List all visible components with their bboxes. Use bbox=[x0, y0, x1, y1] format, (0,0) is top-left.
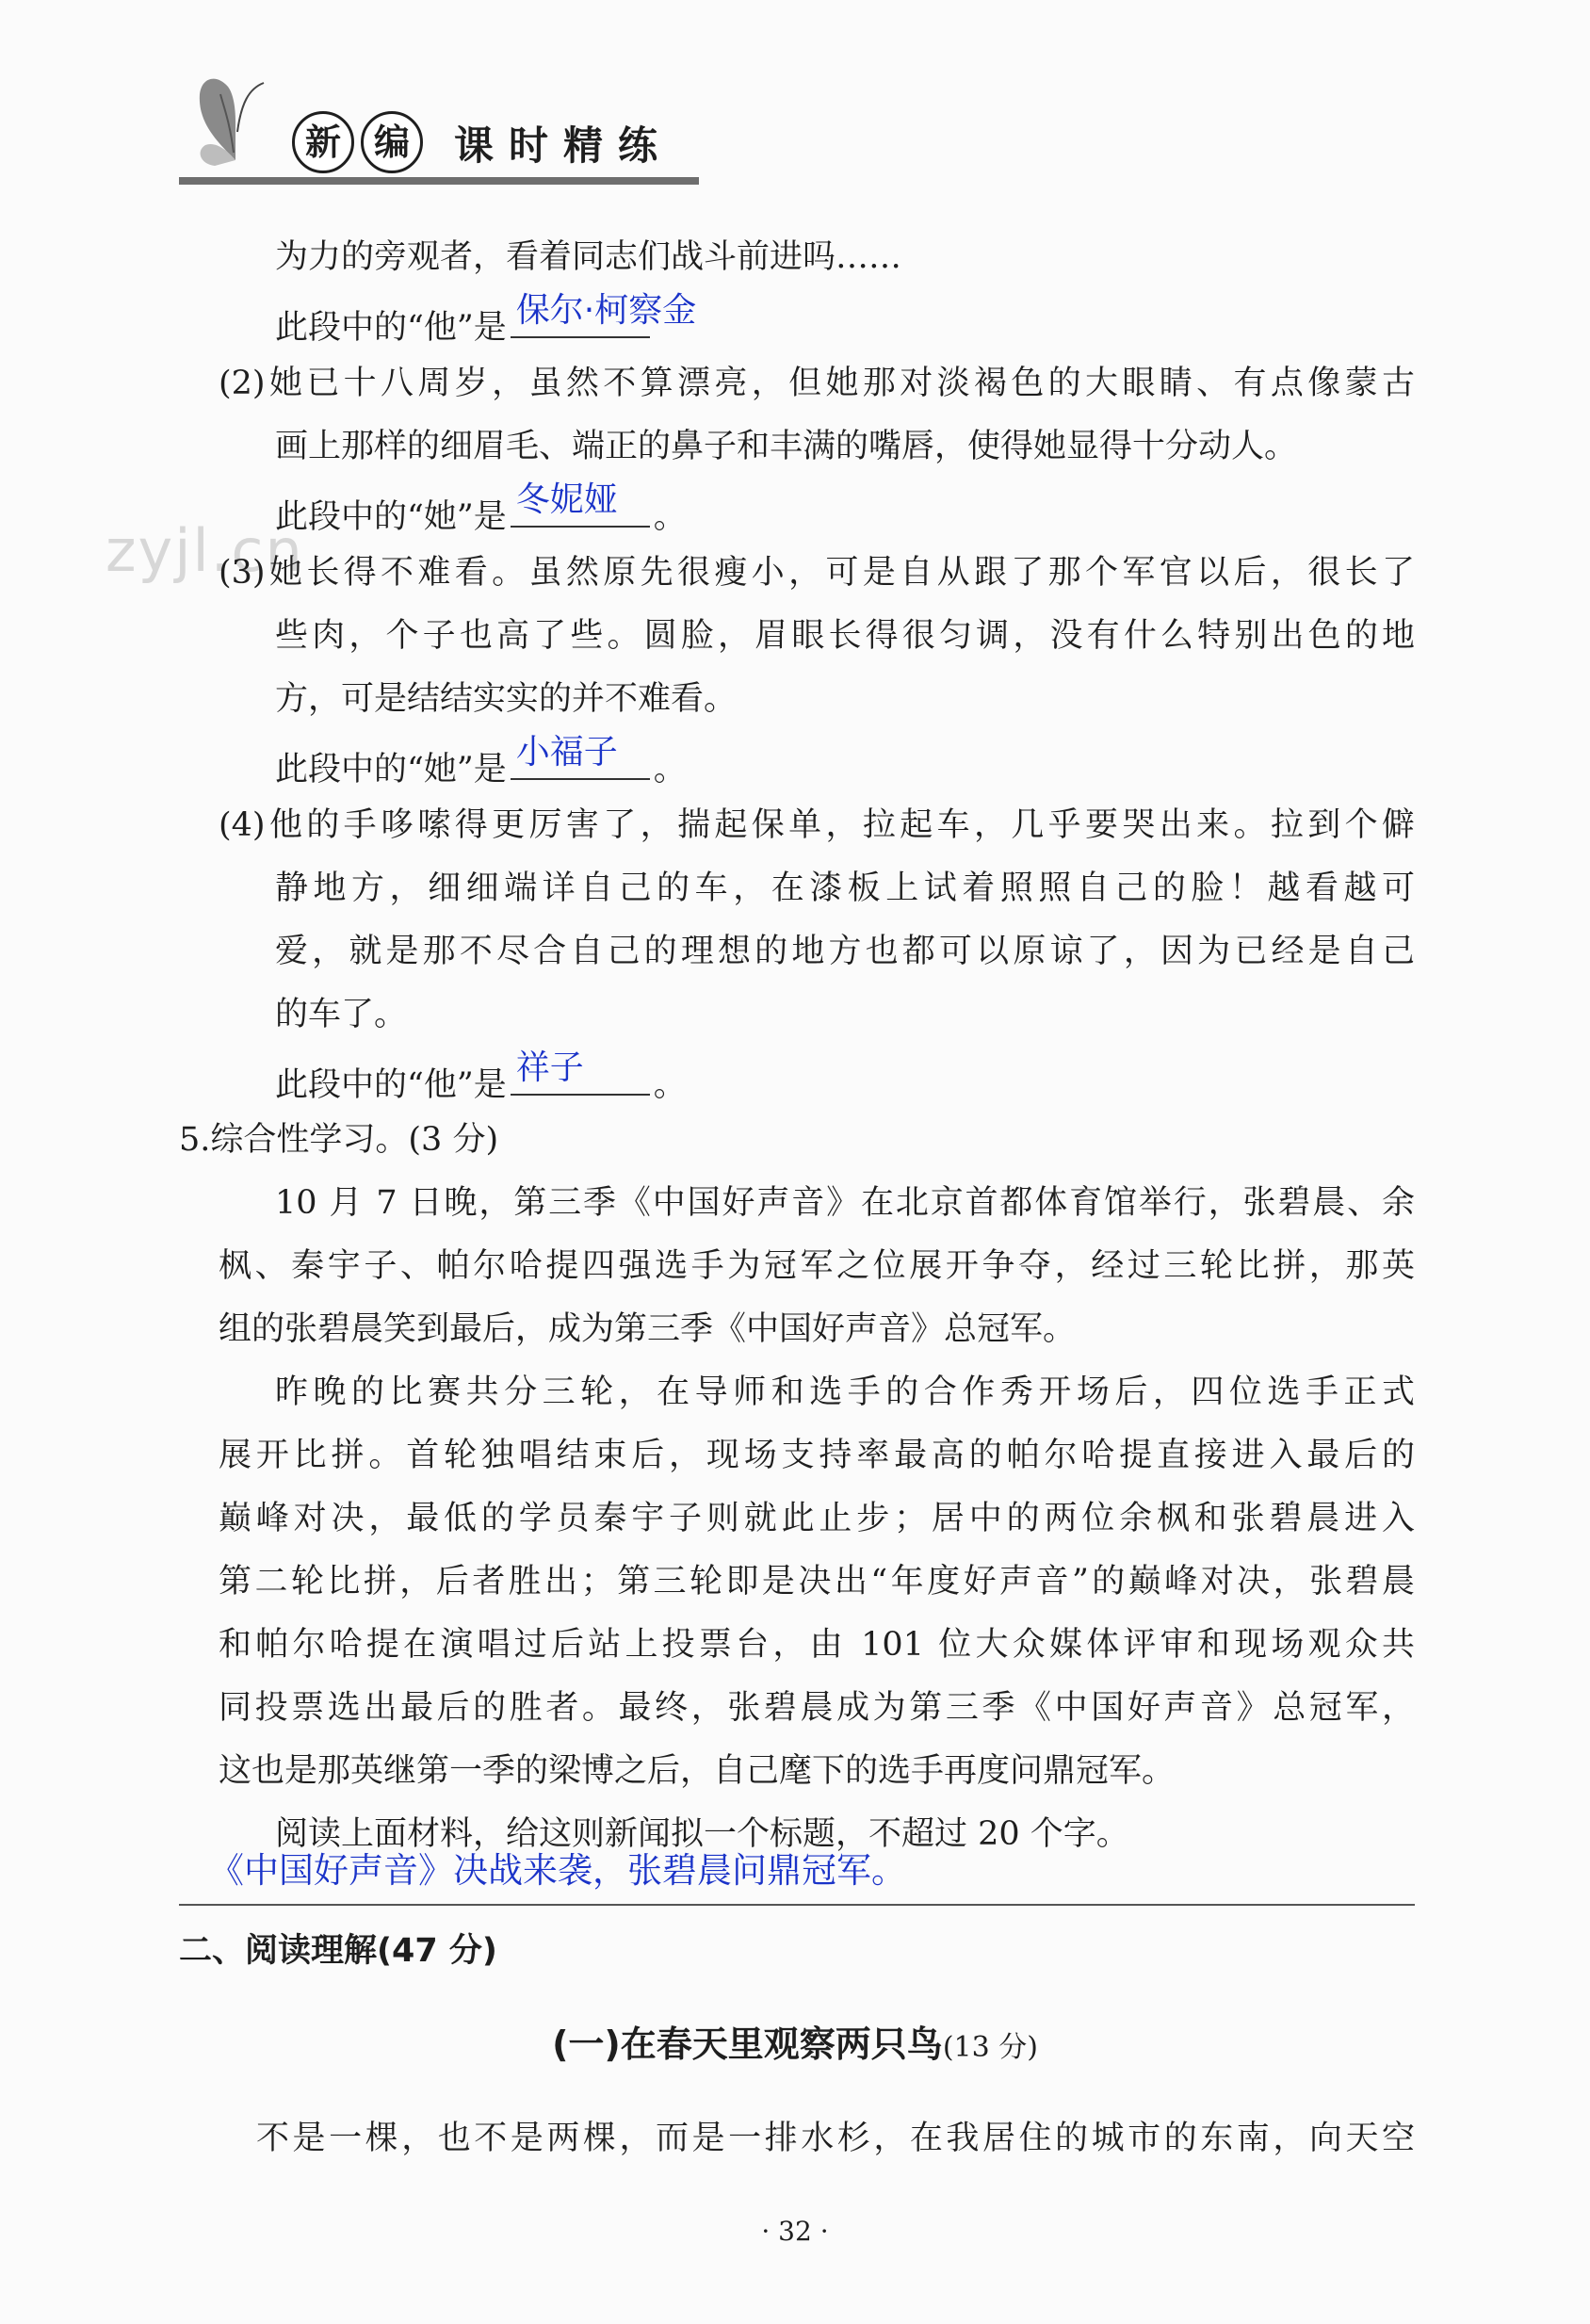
q5-para2-line-4: 第二轮比拼，后者胜出；第三轮即是决出“年度好声音”的巅峰对决，张碧晨 bbox=[219, 1563, 1415, 1601]
answer-underline bbox=[179, 1904, 1415, 1906]
q5-para2-line-1: 昨晚的比赛共分三轮，在导师和选手的合作秀开场后，四位选手正式 bbox=[275, 1373, 1415, 1411]
q5-para2-line-6: 同投票选出最后的胜者。最终，张碧晨成为第三季《中国好声音》总冠军， bbox=[219, 1689, 1415, 1727]
q4-p3-prompt: 此段中的“她”是 bbox=[275, 751, 507, 788]
q4-p4-line-4: 的车了。 bbox=[275, 996, 408, 1033]
q4-p4-prompt-line bbox=[275, 1048, 687, 1109]
page-number: · 32 · bbox=[761, 2216, 829, 2247]
handwritten-answer: 冬妮娅 bbox=[515, 480, 618, 519]
q4-p1-prompt: 此段中的“他”是 bbox=[275, 309, 507, 347]
answer-blank bbox=[511, 291, 697, 338]
q5-para2-line-7: 这也是那英继第一季的梁博之后，自己麾下的选手再度问鼎冠军。 bbox=[219, 1752, 1176, 1790]
q4-p2-prompt-line bbox=[275, 480, 687, 541]
q5-para1-line-1: 10 月 7 日晚，第三季《中国好声音》在北京首都体育馆举行，张碧晨、余 bbox=[275, 1184, 1415, 1222]
q4-p1-line: 为力的旁观者，看着同志们战斗前进吗…… bbox=[275, 238, 902, 276]
period: 。 bbox=[653, 751, 687, 788]
answer-blank bbox=[511, 480, 650, 528]
section-heading: 二、阅读理解(47 分) bbox=[179, 1932, 497, 1970]
q5-handwritten-answer: 《中国好声音》决战来袭，张碧晨问鼎冠军。 bbox=[209, 1850, 906, 1891]
answer-blank bbox=[511, 1048, 650, 1096]
header-rule bbox=[179, 177, 699, 185]
reading-title-text: (一)在春天里观察两只鸟 bbox=[552, 2023, 943, 2065]
reading-title bbox=[0, 2021, 1590, 2072]
handwritten-answer: 保尔·柯察金 bbox=[515, 291, 697, 330]
header-char-bian: 编 bbox=[361, 111, 423, 173]
handwritten-answer: 小福子 bbox=[515, 733, 618, 772]
q4-p4-line-1: (4)他的手哆嗦得更厉害了，揣起保单，拉起车，几乎要哭出来。拉到个僻 bbox=[219, 806, 1415, 844]
q5-para1-line-2: 枫、秦宇子、帕尔哈提四强选手为冠军之位展开争夺，经过三轮比拼，那英 bbox=[219, 1247, 1415, 1285]
q4-p3-line-1: (3)她长得不难看。虽然原先很瘦小，可是自从跟了那个军官以后，很长了 bbox=[219, 554, 1415, 592]
q4-p1-prompt-line bbox=[275, 291, 697, 351]
q4-p2-line-2: 画上那样的细眉毛、端正的鼻子和丰满的嘴唇，使得她显得十分动人。 bbox=[275, 428, 1298, 465]
book-header bbox=[179, 66, 706, 188]
q5-heading: 5.综合性学习。(3 分) bbox=[179, 1121, 499, 1159]
q5-para2-line-3: 巅峰对决，最低的学员秦宇子则就此止步；居中的两位余枫和张碧晨进入 bbox=[219, 1500, 1415, 1537]
q5-para2-line-5: 和帕尔哈提在演唱过后站上投票台，由 101 位大众媒体评审和现场观众共 bbox=[219, 1626, 1415, 1664]
handwritten-answer: 祥子 bbox=[515, 1048, 584, 1087]
q4-p2-line-1: (2)她已十八周岁，虽然不算漂亮，但她那对淡褐色的大眼睛、有点像蒙古 bbox=[219, 365, 1415, 402]
q4-p3-line-2: 些肉，个子也高了些。圆脸，眉眼长得很匀调，没有什么特别出色的地 bbox=[275, 617, 1415, 655]
q4-p4-line-2: 静地方，细细端详自己的车，在漆板上试着照照自己的脸！越看越可 bbox=[275, 869, 1415, 907]
header-char-xin: 新 bbox=[292, 111, 354, 173]
watermark: zyjl.cn bbox=[105, 516, 304, 585]
q5-para2-line-2: 展开比拼。首轮独唱结束后，现场支持率最高的帕尔哈提直接进入最后的 bbox=[219, 1437, 1415, 1474]
answer-blank bbox=[511, 733, 650, 780]
period: 。 bbox=[653, 498, 687, 536]
q4-p2-prompt: 此段中的“她”是 bbox=[275, 498, 507, 536]
q4-p4-prompt: 此段中的“他”是 bbox=[275, 1066, 507, 1104]
q4-p3-prompt-line bbox=[275, 733, 687, 793]
q5-instruction: 阅读上面材料，给这则新闻拟一个标题，不超过 20 个字。 bbox=[275, 1815, 1129, 1853]
period: 。 bbox=[653, 1066, 687, 1104]
q4-p4-line-3: 爱，就是那不尽合自己的理想的地方也都可以原谅了，因为已经是自己 bbox=[275, 933, 1415, 970]
butterfly-icon bbox=[179, 66, 292, 179]
reading-score: (13 分) bbox=[942, 2031, 1038, 2064]
reading-first-line: 不是一棵，也不是两棵，而是一排水杉，在我居住的城市的东南，向天空 bbox=[256, 2120, 1415, 2157]
q4-p3-line-3: 方，可是结结实实的并不难看。 bbox=[275, 680, 738, 718]
q5-para1-line-3: 组的张碧晨笑到最后，成为第三季《中国好声音》总冠军。 bbox=[219, 1310, 1077, 1348]
header-title: 课时精练 bbox=[454, 122, 673, 169]
